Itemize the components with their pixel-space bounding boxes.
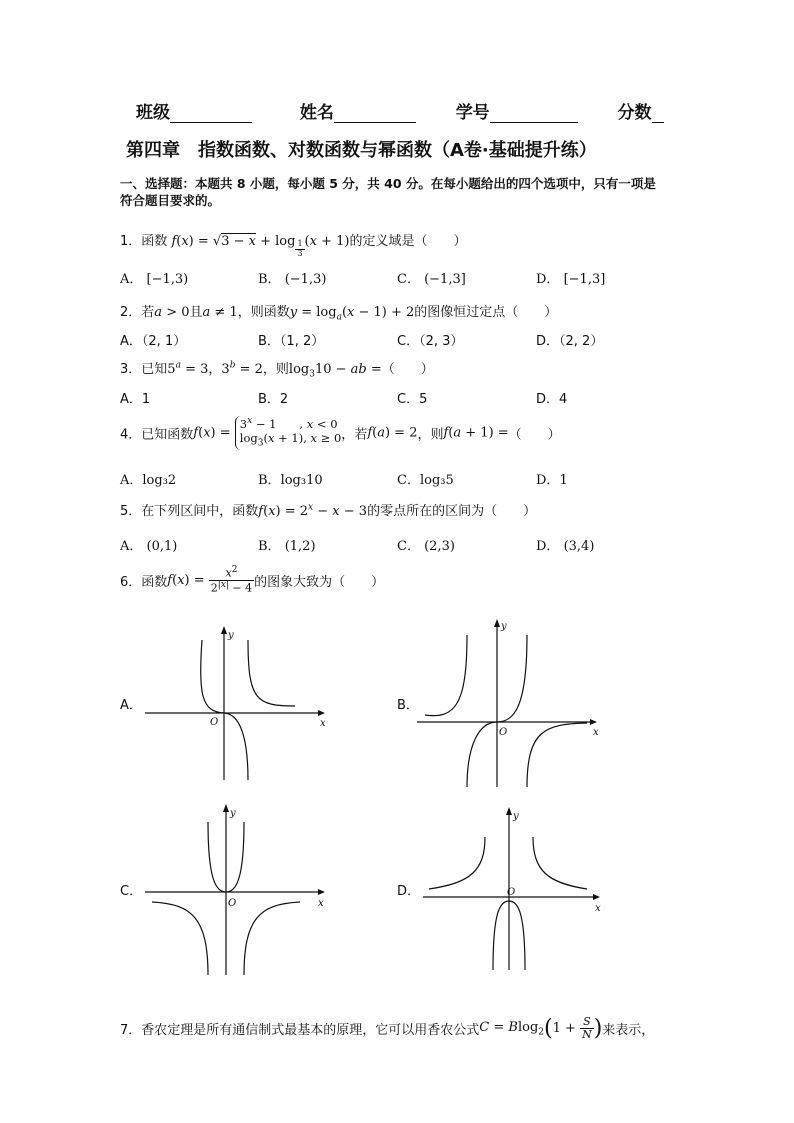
q2-option-d[interactable]: D．（2, 2） [536, 334, 604, 349]
name-blank[interactable] [334, 106, 416, 123]
question-3: 3．已知$5^a = 3$，$3^b = 2$，则$\log_310$ − ab =（ ） [120, 360, 434, 380]
svg-text:y: y [501, 621, 507, 632]
q4-piecewise: $3^x - 1$ , x < 0 $\log_3(x + 1)$, x ≥ 0 [235, 416, 342, 450]
question-4: 4．已知函数$f(x) = 3^x - 1$ , x < 0 $\log_3(x + 1)$, x ≥ 0，若f(a) = 2，则f(a + 1) =（ ） [120, 416, 561, 449]
q1-option-a[interactable]: A． [−1,3) [120, 272, 189, 287]
graph-d-label[interactable]: D． [397, 884, 421, 899]
q1-formula: f(x) = √3 − x + log $_{\frac{1}{3}}$ (x + 1) [171, 234, 350, 258]
q2-option-b[interactable]: B．（1, 2） [258, 334, 325, 349]
q5-option-b[interactable]: B． (1,2) [258, 539, 316, 554]
graph-d-curve-left [429, 837, 485, 889]
svg-text:x: x [320, 718, 326, 729]
q5-option-c[interactable]: C． (2,3) [397, 539, 455, 554]
graph-d[interactable] [415, 805, 610, 975]
name-label: 姓名 [299, 103, 334, 123]
q2-option-c[interactable]: C．（2, 3） [397, 334, 464, 349]
q3-option-d[interactable]: D．4 [536, 392, 568, 407]
q5-option-a[interactable]: A． (0,1) [120, 539, 178, 554]
svg-text:O: O [507, 887, 516, 898]
q7-formula: C = Blog$_2$ [479, 1019, 545, 1038]
svg-text:x: x [318, 898, 324, 909]
q1-option-d[interactable]: D． [−1,3] [536, 272, 606, 287]
svg-text:x: x [595, 903, 601, 914]
q2-option-a[interactable]: A．（2, 1） [120, 334, 187, 349]
score-blank[interactable] [652, 106, 664, 123]
graph-b-curve-right-outer [527, 723, 587, 787]
instructions-line2: 符合题目要求的。 [120, 193, 221, 208]
graph-b[interactable] [415, 615, 610, 790]
q3-option-b[interactable]: B．2 [258, 392, 289, 407]
svg-text:O: O [499, 727, 508, 738]
class-blank[interactable] [170, 106, 252, 123]
svg-text:y: y [513, 811, 519, 822]
question-7: 7．香农定理是所有通信制式最基本的原理，它可以用香农公式C = Blog$_2$(1 + $\frac{S}{N}$ )来表示， [120, 1015, 655, 1042]
graph-c-label[interactable]: C． [120, 884, 143, 899]
page-title: 第四章 指数函数、对数函数与幂函数（A卷·基础提升练） [126, 140, 597, 161]
q4-option-c[interactable]: C．log₃5 [397, 473, 454, 488]
q3-option-c[interactable]: C．5 [397, 392, 428, 407]
q1-option-c[interactable]: C． (−1,3] [397, 272, 466, 287]
question-5: 5．在下列区间中，函数$f(x) = 2^x - x - 3$的零点所在的区间为（ ） [120, 502, 537, 519]
instructions-line1: 一、选择题：本题共 8 小题，每小题 5 分，共 40 分。在每小题给出的四个选项中，只有一项是 [120, 176, 656, 191]
question-2: 2．若a > 0且a ≠ 1，则函数$y = \log_a(x - 1) + 2$的图像恒过定点（ ） [120, 305, 558, 323]
q4-option-d[interactable]: D．1 [536, 473, 568, 488]
q1-option-b[interactable]: B． (−1,3) [258, 272, 327, 287]
q2-formula: $y = \log_a(x - 1) + 2$ [289, 305, 415, 323]
id-label: 学号 [455, 103, 490, 123]
graph-c-curve-left [152, 902, 208, 975]
graph-a-label[interactable]: A． [120, 698, 142, 713]
svg-text:y: y [228, 630, 234, 641]
q5-option-d[interactable]: D． (3,4) [536, 539, 595, 554]
header-row [136, 98, 664, 123]
q6-fraction: $\frac{x^2}{2^{|x|} - 4}$ [210, 565, 253, 595]
svg-text:O: O [228, 898, 237, 909]
score-label: 分数 [617, 103, 652, 123]
graph-a-curve-right [248, 640, 295, 706]
question-1: 1．函数 f(x) = √3 − x + log $_{\frac{1}{3}}$ (x + 1)的定义域是（ ） [120, 234, 467, 258]
graph-c[interactable] [140, 800, 340, 980]
svg-text:y: y [230, 808, 236, 819]
svg-text:x: x [593, 727, 599, 738]
graph-b-curve-left-outer [425, 635, 467, 716]
graph-d-curve-right [533, 837, 587, 889]
class-label: 班级 [136, 103, 170, 123]
q3-formula: $\log_310$ − ab = [288, 362, 382, 380]
q3-option-a[interactable]: A．1 [120, 392, 151, 407]
graph-a[interactable] [140, 620, 340, 785]
svg-text:O: O [210, 717, 219, 728]
q5-formula: $f(x) = 2^x - x - 3$ [258, 502, 368, 519]
graph-b-label[interactable]: B． [397, 698, 419, 713]
q4-option-b[interactable]: B．log₃10 [258, 473, 323, 488]
question-6: 6．函数f(x) = $\frac{x^2}{2^{|x|} - 4}$ 的图象大致为（ ） [120, 565, 385, 595]
id-blank[interactable] [490, 106, 578, 123]
graph-c-curve-right [244, 902, 300, 975]
q4-option-a[interactable]: A．log₃2 [120, 473, 177, 488]
